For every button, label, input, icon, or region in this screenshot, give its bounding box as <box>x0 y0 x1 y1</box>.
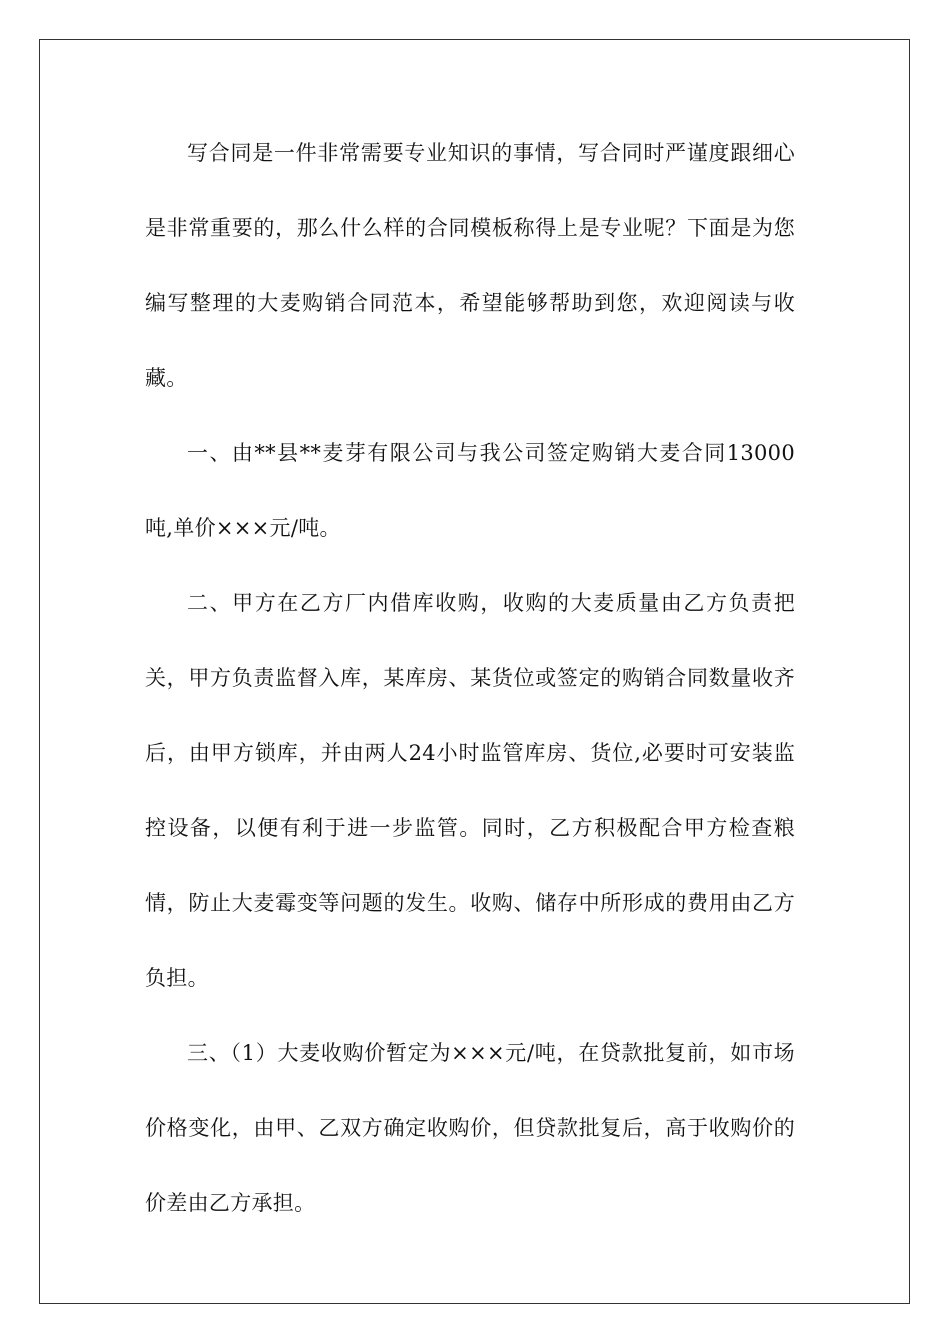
paragraph-clause-2: 二、甲方在乙方厂内借库收购，收购的大麦质量由乙方负责把关，甲方负责监督入库，某库房、某货位或签定的购销合同数量收齐后，由甲方锁库，并由两人24小时监管库房、货位,必要时可安装监控设备，以便有利于进一步监管。同时，乙方积极配合甲方检查粮情，防止大麦霉变等问题的发生。收购、储存中所形成的费用由乙方负担。 <box>145 591 795 990</box>
document-body <box>145 116 795 1241</box>
paragraph-intro: 写合同是一件非常需要专业知识的事情，写合同时严谨度跟细心是非常重要的，那么什么样的合同模板称得上是专业呢？下面是为您编写整理的大麦购销合同范本，希望能够帮助到您，欢迎阅读与收藏。 <box>145 141 795 390</box>
paragraph-clause-1: 一、由**县**麦芽有限公司与我公司签定购销大麦合同13000吨,单价×××元/吨。 <box>145 441 795 540</box>
paragraph-clause-3: 三、（1）大麦收购价暂定为×××元/吨，在贷款批复前，如市场价格变化，由甲、乙双方确定收购价，但贷款批复后，高于收购价的价差由乙方承担。 <box>145 1041 795 1215</box>
